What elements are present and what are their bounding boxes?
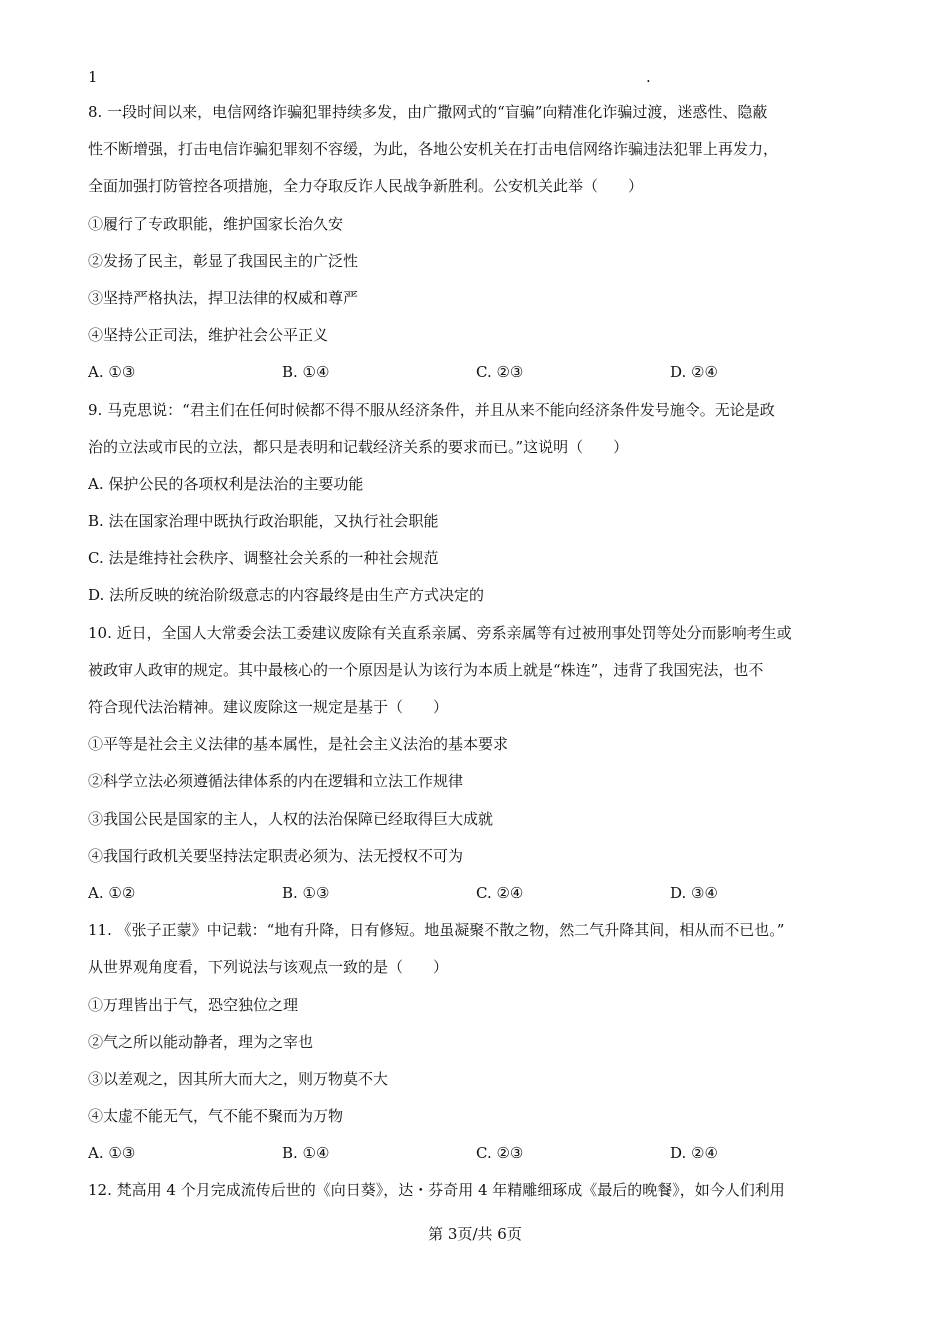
question-9 [88,392,868,615]
question-8-stem-line-1: 8. 一段时间以来，电信网络诈骗犯罪持续多发，由广撒网式的“盲骗”向精准化诈骗过渡，迷惑性、隐蔽 [88,103,768,121]
question-11-statement-1: ①万理皆出于气，恐空独位之理 [88,995,299,1014]
question-10-statement-4: ④我国行政机关要坚持法定职责必须为、法无授权不可为 [88,846,464,865]
question-11-option-b: B. ①④ [282,1144,330,1163]
question-9-choice-d: D. 法所反映的统治阶级意志的内容最终是由生产方式决定的 [88,586,485,605]
question-8-stem-line-3: 全面加强打防管控各项措施，全力夺取反诈人民战争新胜利。公安机关此举（ ） [88,177,644,196]
question-10-stem-line-3: 符合现代法治精神。建议废除这一规定是基于（ ） [88,698,449,716]
question-11-stem-line-1: 11. 《张子正蒙》中记载：“地有升降，日有修短。地虽凝聚不散之物，然二气升降其间，相从而不已也。” [88,921,785,940]
question-8-statement-2: ②发扬了民主，彰显了我国民主的广泛性 [88,251,359,270]
question-10-stem-line-1: 10. 近日，全国人大常委会法工委建议废除有关直系亲属、旁系亲属等有过被刑事处罚等处分而影响考生或 [88,623,792,642]
question-8-statement-4: ④坚持公正司法，维护社会公平正义 [88,326,329,345]
question-11 [88,912,868,1172]
question-11-options [88,1135,868,1172]
question-8-stem-line-2: 性不断增强，打击电信诈骗犯罪刻不容缓，为此，各地公安机关在打击电信网络诈骗违法犯罪上再发力， [88,140,779,159]
exam-content [88,94,868,1210]
question-8-option-b: B. ①④ [282,363,330,382]
question-9-stem-line-2: 治的立法或市民的立法，都只是表明和记载经济关系的要求而已。”这说明（ ） [88,437,629,456]
question-11-option-d: D. ②④ [670,1144,718,1163]
question-9-choice-c: C. 法是维持社会秩序、调整社会关系的一种社会规范 [88,549,439,568]
question-8-option-c: C. ②③ [476,363,524,382]
question-12-stem-line-1: 12. 梵高用 4 个月完成流传后世的《向日葵》，达・芬奇用 4 年精雕细琢成《最后的晚餐》，如今人们利用 [88,1181,785,1200]
question-8-statement-3: ③坚持严格执法，捍卫法律的权威和尊严 [88,288,359,307]
page-footer: 第 3页/共 6页 [428,1225,522,1243]
question-11-statement-2: ②气之所以能动静者，理为之宰也 [88,1032,314,1051]
question-8-option-d: D. ②④ [670,363,718,382]
question-11-stem-line-2: 从世界观角度看，下列说法与该观点一致的是（ ） [88,958,449,977]
question-8 [88,94,868,392]
question-11-option-a: A. ①③ [88,1144,136,1163]
question-10 [88,615,868,913]
question-9-stem-line-1: 9. 马克思说：“君主们在任何时候都不得不服从经济条件，并且从来不能向经济条件发号施令。无论是政 [88,400,775,419]
question-9-choice-a: A. 保护公民的各项权利是法治的主要功能 [88,474,364,493]
question-10-statement-1: ①平等是社会主义法律的基本属性，是社会主义法治的基本要求 [88,735,509,754]
question-10-statement-2: ②科学立法必须遵循法律体系的内在逻辑和立法工作规律 [88,772,464,791]
question-11-statement-4: ④太虚不能无气，气不能不聚而为万物 [88,1107,344,1126]
question-8-option-a: A. ①③ [88,363,136,382]
question-10-option-d: D. ③④ [670,883,718,902]
question-10-option-c: C. ②④ [476,883,524,902]
page-header-number: 1 [88,68,98,86]
question-10-option-b: B. ①③ [282,883,330,902]
question-10-option-a: A. ①② [88,883,136,902]
question-8-statement-1: ①履行了专政职能，维护国家长治久安 [88,214,344,233]
question-12 [88,1172,868,1209]
question-11-statement-3: ③以差观之，因其所大而大之，则万物莫不大 [88,1069,389,1088]
question-10-options [88,875,868,912]
question-8-options [88,354,868,391]
question-10-stem-line-2: 被政审人政审的规定。其中最核心的一个原因是认为该行为本质上就是“株连”，违背了我国宪法，也不 [88,660,764,679]
question-9-choice-b: B. 法在国家治理中既执行政治职能，又执行社会职能 [88,512,439,531]
question-10-statement-3: ③我国公民是国家的主人，人权的法治保障已经取得巨大成就 [88,809,494,828]
question-11-option-c: C. ②③ [476,1144,524,1163]
page-header-dot: . [646,68,651,86]
